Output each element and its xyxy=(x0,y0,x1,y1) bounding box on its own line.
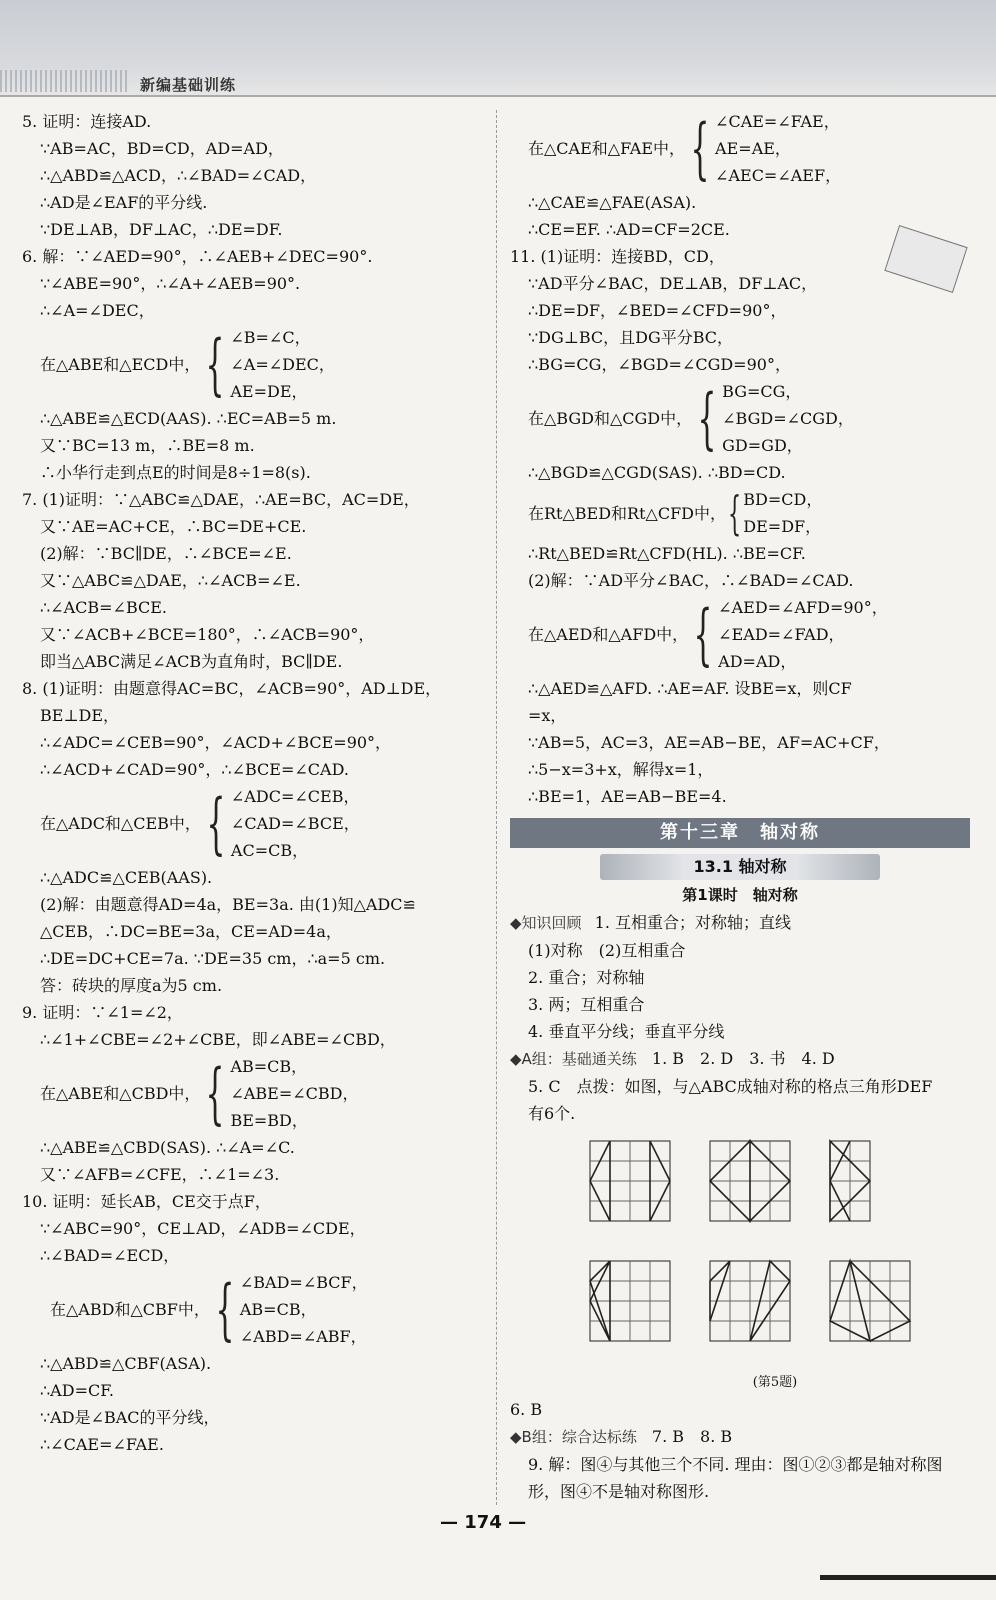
equation-system xyxy=(510,594,970,675)
diagram-3 xyxy=(830,1141,870,1221)
line: 2. 重合；对称轴 xyxy=(528,968,645,987)
system-item: DE=DF， xyxy=(743,517,822,536)
system-item: ∠CAE=∠FAE， xyxy=(715,112,840,131)
system-item: AB=CB， xyxy=(239,1300,317,1319)
line: ∴∠ACB=∠BCE. xyxy=(40,598,168,617)
system-item: ∠B=∠C， xyxy=(230,328,311,347)
line: ∵∠ABE=90°，∴∠A+∠AEB=90°. xyxy=(40,274,301,293)
brace-icon: { xyxy=(690,109,710,187)
line: ∴BE=1，AE=AB−BE=4. xyxy=(528,787,727,806)
line: ∵AB=AC，BD=CD，AD=AD， xyxy=(40,139,284,158)
right-column xyxy=(510,108,970,1505)
line: ∴∠A=∠DEC， xyxy=(40,301,155,320)
line: ∵AB=5，AC=3，AE=AB−BE，AF=AC+CF， xyxy=(528,733,890,752)
line: 又∵△ABC≌△DAE，∴∠ACB=∠E. xyxy=(40,571,301,590)
line: ∴∠1+∠CBE=∠2+∠CBE，即∠ABE=∠CBD， xyxy=(40,1030,396,1049)
line: ∴DE=DF，∠BED=∠CFD=90°， xyxy=(528,301,787,320)
header-rule xyxy=(0,95,996,97)
equation-system xyxy=(22,1269,482,1350)
diagram-2 xyxy=(710,1141,790,1221)
system-items xyxy=(231,783,360,864)
system-items xyxy=(718,594,888,675)
line: △CEB，∴DC=BE=3a，CE=AD=4a， xyxy=(40,922,342,941)
group-b-answers: 7. B 8. B xyxy=(651,1427,733,1446)
line: ∴△AED≌△AFD. ∴AE=AF. 设BE=x，则CF xyxy=(528,679,852,698)
brace-icon: { xyxy=(697,379,717,457)
system-item: ∠BAD=∠BCF， xyxy=(239,1273,368,1292)
system-items xyxy=(240,1269,368,1350)
system-lead: 在△BGD和△CGD中， xyxy=(528,409,693,428)
equation-system xyxy=(22,1053,482,1134)
line: 6. 解：∵∠AED=90°，∴∠AEB+∠DEC=90°. xyxy=(22,247,373,266)
equation-system xyxy=(510,486,970,540)
line: 10. 证明：延长AB，CE交于点F， xyxy=(22,1192,271,1211)
equation-system xyxy=(22,783,482,864)
line: 形，图④不是轴对称图形. xyxy=(528,1482,710,1501)
system-item: AD=AD， xyxy=(718,652,797,671)
line: 9. 证明：∵∠1=∠2， xyxy=(22,1003,183,1022)
line: ∴∠BAD=∠ECD， xyxy=(40,1246,180,1265)
group-a-line xyxy=(510,1045,970,1073)
system-item: ∠CAD=∠BCE， xyxy=(230,814,360,833)
line: ∴CE=EF. ∴AD=CF=2CE. xyxy=(528,220,730,239)
line: ∴DE=DC+CE=7a. ∵DE=35 cm，∴a=5 cm. xyxy=(40,949,386,968)
group-a-tag: ◆A组：基础通关练 xyxy=(510,1050,637,1068)
brace-icon: { xyxy=(728,486,742,540)
answer-9 xyxy=(22,999,482,1188)
brace-icon: { xyxy=(215,1270,235,1348)
line: ∴△ABE≌△CBD(SAS). ∴∠A=∠C. xyxy=(40,1138,295,1157)
equation-system xyxy=(510,378,970,459)
system-lead: 在Rt△BED和Rt△CFD中， xyxy=(528,503,727,523)
answer-11 xyxy=(510,243,970,810)
left-column xyxy=(22,108,482,1458)
diagram-5 xyxy=(710,1261,790,1341)
line: BE⊥DE， xyxy=(40,706,119,725)
header-hatch xyxy=(0,70,130,92)
figure-grid-diagrams xyxy=(580,1131,940,1396)
answer-8 xyxy=(22,675,482,999)
system-lead: 在△CAE和△FAE中， xyxy=(528,139,686,158)
answer-10 xyxy=(22,1188,482,1458)
system-item: ∠A=∠DEC， xyxy=(230,355,335,374)
equation-system xyxy=(22,324,482,405)
system-item: AB=CB， xyxy=(230,1057,308,1076)
answer-7 xyxy=(22,486,482,675)
line: (1)对称 (2)互相重合 xyxy=(528,941,686,960)
system-lead: 在△ABD和△CBF中， xyxy=(50,1300,210,1319)
system-item: BG=CG， xyxy=(722,382,802,401)
line: 即当△ABC满足∠ACB为直角时，BC∥DE. xyxy=(40,652,343,671)
header-title: 新编基础训练 xyxy=(140,76,237,94)
system-items xyxy=(715,108,841,189)
line: ∴Rt△BED≌Rt△CFD(HL). ∴BE=CF. xyxy=(528,544,806,563)
system-item: BE=BD， xyxy=(230,1111,308,1130)
equation-system xyxy=(510,108,970,189)
line: ∵DG⊥BC，且DG平分BC， xyxy=(528,328,734,347)
line: 又∵BC=13 m，∴BE=8 m. xyxy=(40,436,255,455)
line: ∵AD平分∠BAC，DE⊥AB，DF⊥AC， xyxy=(528,274,818,293)
line: ∵AD是∠BAC的平分线， xyxy=(40,1408,220,1427)
system-items xyxy=(230,1053,358,1134)
system-lead: 在△AED和△AFD中， xyxy=(528,625,689,644)
brace-icon: { xyxy=(205,325,225,403)
grid-diagrams-svg xyxy=(580,1131,940,1361)
system-item: ∠AED=∠AFD=90°， xyxy=(718,598,888,617)
line: ∴5−x=3+x，解得x=1， xyxy=(528,760,714,779)
system-items xyxy=(722,378,854,459)
group-b-line xyxy=(510,1423,970,1451)
diagram-4 xyxy=(590,1261,670,1341)
system-item: BD=CD， xyxy=(743,490,823,509)
line: 6. B xyxy=(510,1400,543,1419)
group-a-answers: 1. B 2. D 3. 书 4. D xyxy=(651,1049,835,1068)
line: ∴∠ADC=∠CEB=90°，∠ACD+∠BCE=90°， xyxy=(40,733,392,752)
line: ∴BG=CG，∠BGD=∠CGD=90°， xyxy=(528,355,791,374)
system-lead: 在△ADC和△CEB中， xyxy=(40,814,201,833)
system-item: GD=GD， xyxy=(722,436,803,455)
bottom-rule xyxy=(820,1575,996,1580)
line: 又∵∠ACB+∠BCE=180°，∴∠ACB=90°， xyxy=(40,625,375,644)
line: ∴AD是∠EAF的平分线. xyxy=(40,193,208,212)
system-items xyxy=(743,486,822,540)
line: ∴△ADC≌△CEB(AAS). xyxy=(40,868,213,887)
system-lead: 在△ABE和△ECD中， xyxy=(40,355,201,374)
line: ∴△BGD≌△CGD(SAS). ∴BD=CD. xyxy=(528,463,786,482)
line: 4. 垂直平分线；垂直平分线 xyxy=(528,1022,725,1041)
brace-icon: { xyxy=(205,1054,225,1132)
line: ∴小华行走到点E的时间是8÷1=8(s). xyxy=(40,463,311,482)
line: ∴△ABD≌△CBF(ASA). xyxy=(40,1354,212,1373)
line: 3. 两；互相重合 xyxy=(528,995,645,1014)
system-item: AC=CB， xyxy=(230,841,309,860)
line: ∴∠CAE=∠FAE. xyxy=(40,1435,164,1454)
line: ∴AD=CF. xyxy=(40,1381,114,1400)
review-tag: ◆知识回顾 xyxy=(510,914,582,932)
chapter-banner: 第十三章 轴对称 xyxy=(510,818,970,848)
diagram-6 xyxy=(830,1261,910,1341)
line: ∴△ABE≌△ECD(AAS). ∴EC=AB=5 m. xyxy=(40,409,337,428)
figure-caption: (第5题) xyxy=(752,1375,798,1390)
system-item: ∠BGD=∠CGD， xyxy=(722,409,854,428)
column-divider xyxy=(496,110,497,1505)
system-item: ∠EAD=∠FAD， xyxy=(718,625,845,644)
system-item: ∠ABD=∠ABF， xyxy=(239,1327,367,1346)
lesson-title: 第1课时 轴对称 xyxy=(682,886,798,904)
review-line xyxy=(510,909,970,937)
system-item: ∠AEC=∠AEF， xyxy=(715,166,842,185)
line: 又∵AE=AC+CE，∴BC=DE+CE. xyxy=(40,517,307,536)
system-item: AE=AE， xyxy=(715,139,791,158)
line: ∴∠ACD+∠CAD=90°，∴∠BCE=∠CAD. xyxy=(40,760,349,779)
diagram-1 xyxy=(590,1141,670,1221)
line: 9. 解：图④与其他三个不同. 理由：图①②③都是轴对称图 xyxy=(528,1455,943,1474)
review-item: 1. 互相重合；对称轴；直线 xyxy=(594,913,791,932)
page-number: — 174 — xyxy=(440,1512,527,1533)
line: 答：砖块的厚度a为5 cm. xyxy=(40,976,223,995)
section-title: 13.1 轴对称 xyxy=(600,854,880,880)
answer-5 xyxy=(22,108,482,243)
system-item: ∠ADC=∠CEB， xyxy=(230,787,360,806)
line: =x， xyxy=(528,706,567,725)
line: (2)解：∵BC∥DE，∴∠BCE=∠E. xyxy=(40,544,292,563)
line: (2)解：由题意得AD=4a，BE=3a. 由(1)知△ADC≌ xyxy=(40,895,416,914)
system-items xyxy=(230,324,335,405)
answer-6 xyxy=(22,243,482,486)
line: 5. C 点拨：如图，与△ABC成轴对称的格点三角形DEF xyxy=(528,1077,933,1096)
brace-icon: { xyxy=(693,595,713,673)
group-b-tag: ◆B组：综合达标练 xyxy=(510,1428,637,1446)
line: 8. (1)证明：由题意得AC=BC，∠ACB=90°，AD⊥DE， xyxy=(22,679,442,698)
system-item: AE=DE， xyxy=(230,382,308,401)
line: 5. 证明：连接AD. xyxy=(22,112,152,131)
line: ∴△ABD≌△ACD，∴∠BAD=∠CAD， xyxy=(40,166,317,185)
brace-icon: { xyxy=(206,784,226,862)
line: 7. (1)证明：∵△ABC≌△DAE，∴AE=BC，AC=DE， xyxy=(22,490,420,509)
line: 又∵∠AFB=∠CFE，∴∠1=∠3. xyxy=(40,1165,280,1184)
system-lead: 在△ABE和△CBD中， xyxy=(40,1084,201,1103)
line: 有6个. xyxy=(528,1104,576,1123)
line: (2)解：∵AD平分∠BAC，∴∠BAD=∠CAD. xyxy=(528,571,854,590)
system-item: ∠ABE=∠CBD， xyxy=(230,1084,359,1103)
line: ∵DE⊥AB，DF⊥AC，∴DE=DF. xyxy=(40,220,283,239)
line: 11. (1)证明：连接BD，CD， xyxy=(510,247,725,266)
line: ∵∠ABC=90°，CE⊥AD，∠ADB=∠CDE， xyxy=(40,1219,366,1238)
line: ∴△CAE≌△FAE(ASA). xyxy=(528,193,697,212)
